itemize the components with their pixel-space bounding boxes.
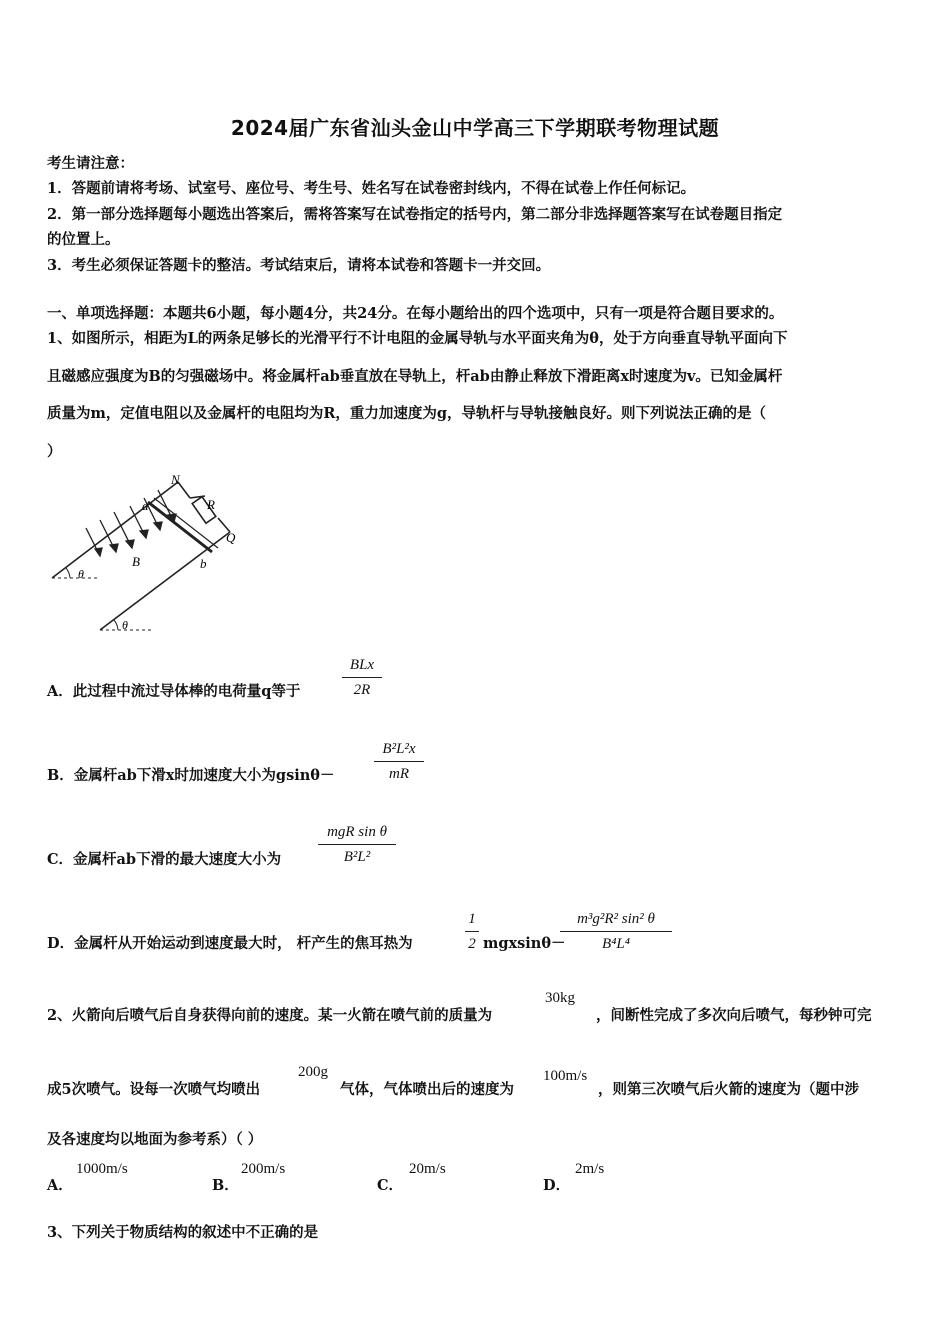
option-b-fraction: B²L²x mR bbox=[374, 740, 424, 783]
page-title: 2024届广东省汕头金山中学高三下学期联考物理试题 bbox=[230, 116, 720, 140]
q2-option-c-label: C． bbox=[377, 1177, 404, 1194]
upper-rail bbox=[52, 482, 178, 578]
q2-option-d-label: D． bbox=[543, 1177, 571, 1194]
question-2-line: 2、火箭向后喷气后自身获得向前的速度。某一火箭在喷气前的质量为 bbox=[47, 1007, 493, 1024]
question-2-line: 成5次喷气。设每一次喷气均喷出 bbox=[47, 1081, 261, 1098]
notice-heading: 考生请注意： bbox=[47, 155, 134, 172]
option-c: C．金属杆ab下滑的最大速度大小为 bbox=[47, 851, 282, 868]
q2-option-b-label: B． bbox=[212, 1177, 239, 1194]
label-theta: θ bbox=[78, 567, 84, 581]
notice-item: 2．第一部分选择题每小题选出答案后，需将答案写在试卷指定的括号内，第二部分非选择题答案写在试卷题目指定 bbox=[47, 206, 783, 223]
option-d-fraction: m³g²R² sin² θ B⁴L⁴ bbox=[560, 910, 672, 953]
gas-value: 200g bbox=[298, 1064, 328, 1080]
question-2-line: 气体，气体喷出后的速度为 bbox=[340, 1081, 514, 1098]
section-heading: 一、单项选择题：本题共6小题，每小题4分，共24分。在每小题给出的四个选项中，只有一项是符合题目要求的。 bbox=[47, 305, 784, 322]
question-1-line: 且磁感应强度为B的匀强磁场中。将金属杆ab垂直放在导轨上，杆ab由静止释放下滑距离x时速度为v。已知金属杆 bbox=[47, 368, 783, 385]
option-d: D．金属杆从开始运动到速度最大时， 杆产生的焦耳热为 bbox=[47, 935, 413, 952]
notice-item: 的位置上。 bbox=[47, 231, 120, 248]
question-3: 3、下列关于物质结构的叙述中不正确的是 bbox=[47, 1224, 319, 1241]
label-q: Q bbox=[226, 530, 236, 545]
question-1-line: ） bbox=[47, 443, 62, 460]
option-d-half: 1 2 bbox=[465, 910, 479, 953]
q2-option-c-value: 20m/s bbox=[409, 1161, 446, 1177]
label-theta: θ bbox=[122, 618, 128, 632]
question-2-line: 及各速度均以地面为参考系）（ ） bbox=[47, 1131, 263, 1148]
label-a: a bbox=[142, 498, 149, 513]
mass-value: 30kg bbox=[545, 990, 575, 1006]
speed-value: 100m/s bbox=[543, 1068, 588, 1084]
wire-n bbox=[178, 482, 190, 498]
label-n: N bbox=[171, 472, 180, 487]
notice-item: 3．考生必须保证答题卡的整洁。考试结束后，请将本试卷和答题卡一并交回。 bbox=[47, 257, 551, 274]
notice-item: 1．答题前请将考场、试室号、座位号、考生号、姓名写在试卷密封线内，不得在试卷上作任何标记。 bbox=[47, 180, 696, 197]
lower-rail bbox=[100, 532, 230, 630]
label-b: b bbox=[200, 556, 207, 571]
q2-option-a-value: 1000m/s bbox=[76, 1161, 128, 1177]
option-c-fraction: mgR sin θ B²L² bbox=[318, 823, 396, 866]
question-1-line: 质量为m，定值电阻以及金属杆的电阻均为R，重力加速度为g，导轨杆与导轨接触良好。则下列说法正确的是（ bbox=[47, 405, 767, 422]
question-2-line: ，间断性完成了多次向后喷气，每秒钟可完 bbox=[596, 1007, 872, 1024]
inclined-rail-figure bbox=[40, 470, 280, 638]
option-b: B．金属杆ab下滑x时加速度大小为gsinθ－ bbox=[47, 767, 335, 784]
q2-option-b-value: 200m/s bbox=[241, 1161, 286, 1177]
option-a: A．此过程中流过导体棒的电荷量q等于 bbox=[47, 683, 301, 700]
option-a-fraction: BLx 2R bbox=[342, 656, 382, 699]
q2-option-d-value: 2m/s bbox=[575, 1161, 605, 1177]
option-d-mid: mgxsinθ－ bbox=[483, 935, 566, 952]
label-b-field: B bbox=[132, 554, 140, 569]
question-2-line: ，则第三次喷气后火箭的速度为（题中涉 bbox=[598, 1081, 859, 1098]
q2-option-a-label: A． bbox=[47, 1177, 73, 1194]
question-1-line: 1、如图所示，相距为L的两条足够长的光滑平行不计电阻的金属导轨与水平面夹角为θ，处于方向垂直导轨平面向下 bbox=[47, 330, 788, 347]
field-arrows bbox=[86, 490, 176, 556]
label-r: R bbox=[207, 497, 215, 512]
